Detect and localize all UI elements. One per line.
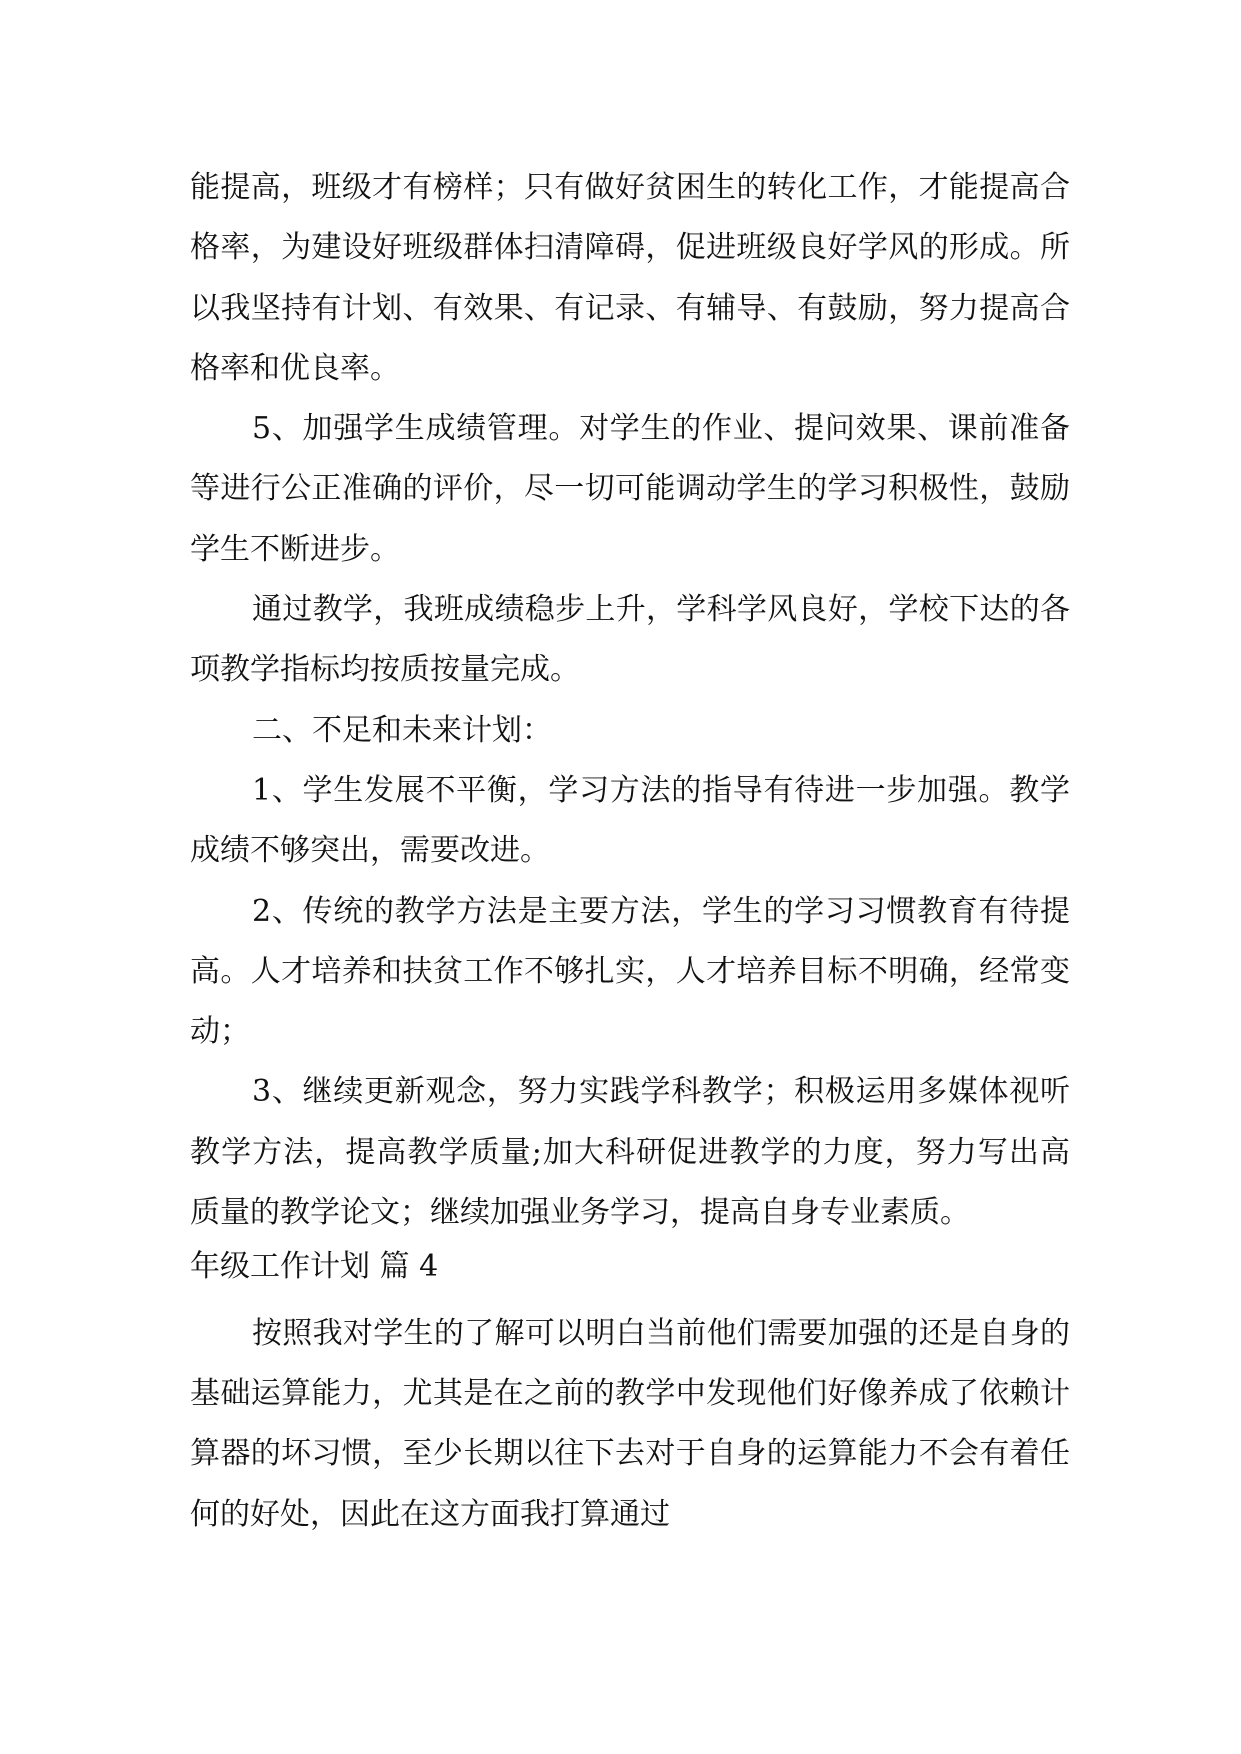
paragraph-summary: 通过教学，我班成绩稳步上升，学科学风良好，学校下达的各项教学指标均按质按量完成。	[190, 592, 1070, 688]
section-paragraph: 按照我对学生的了解可以明白当前他们需要加强的还是自身的基础运算能力，尤其是在之前的教学中发现他们好像养成了依赖计算器的坏习惯，至少长期以往下去对于自身的运算能力不会有着任何的好处，因此在这方面我打算通过	[190, 1315, 1070, 1532]
subheading-shortcomings: 二、不足和未来计划：	[252, 712, 552, 748]
paragraph-item-3: 3、继续更新观念，努力实践学科教学；积极运用多媒体视听教学方法，提高教学质量;加大科研促进教学的力度，努力写出高质量的教学论文；继续加强业务学习，提高自身专业素质。	[190, 1074, 1070, 1231]
paragraph-item-1: 1、学生发展不平衡，学习方法的指导有待进一步加强。教学成绩不够突出，需要改进。	[190, 772, 1070, 869]
paragraph-item-5: 5、加强学生成绩管理。对学生的作业、提问效果、课前准备等进行公正准确的评价，尽一切可能调动学生的学习积极性，鼓励学生不断进步。	[190, 411, 1070, 567]
paragraph-continued: 能提高，班级才有榜样；只有做好贫困生的转化工作，才能提高合格率，为建设好班级群体扫清障碍，促进班级良好学风的形成。所以我坚持有计划、有效果、有记录、有辅导、有鼓励，努力提高合格率和优良率。	[190, 170, 1070, 386]
document-body	[190, 158, 1070, 1545]
section-heading: 年级工作计划 篇 4	[190, 1249, 439, 1285]
paragraph-item-2: 2、传统的教学方法是主要方法，学生的学习习惯教育有待提高。人才培养和扶贫工作不够扎实，人才培养目标不明确，经常变动；	[190, 893, 1070, 1050]
